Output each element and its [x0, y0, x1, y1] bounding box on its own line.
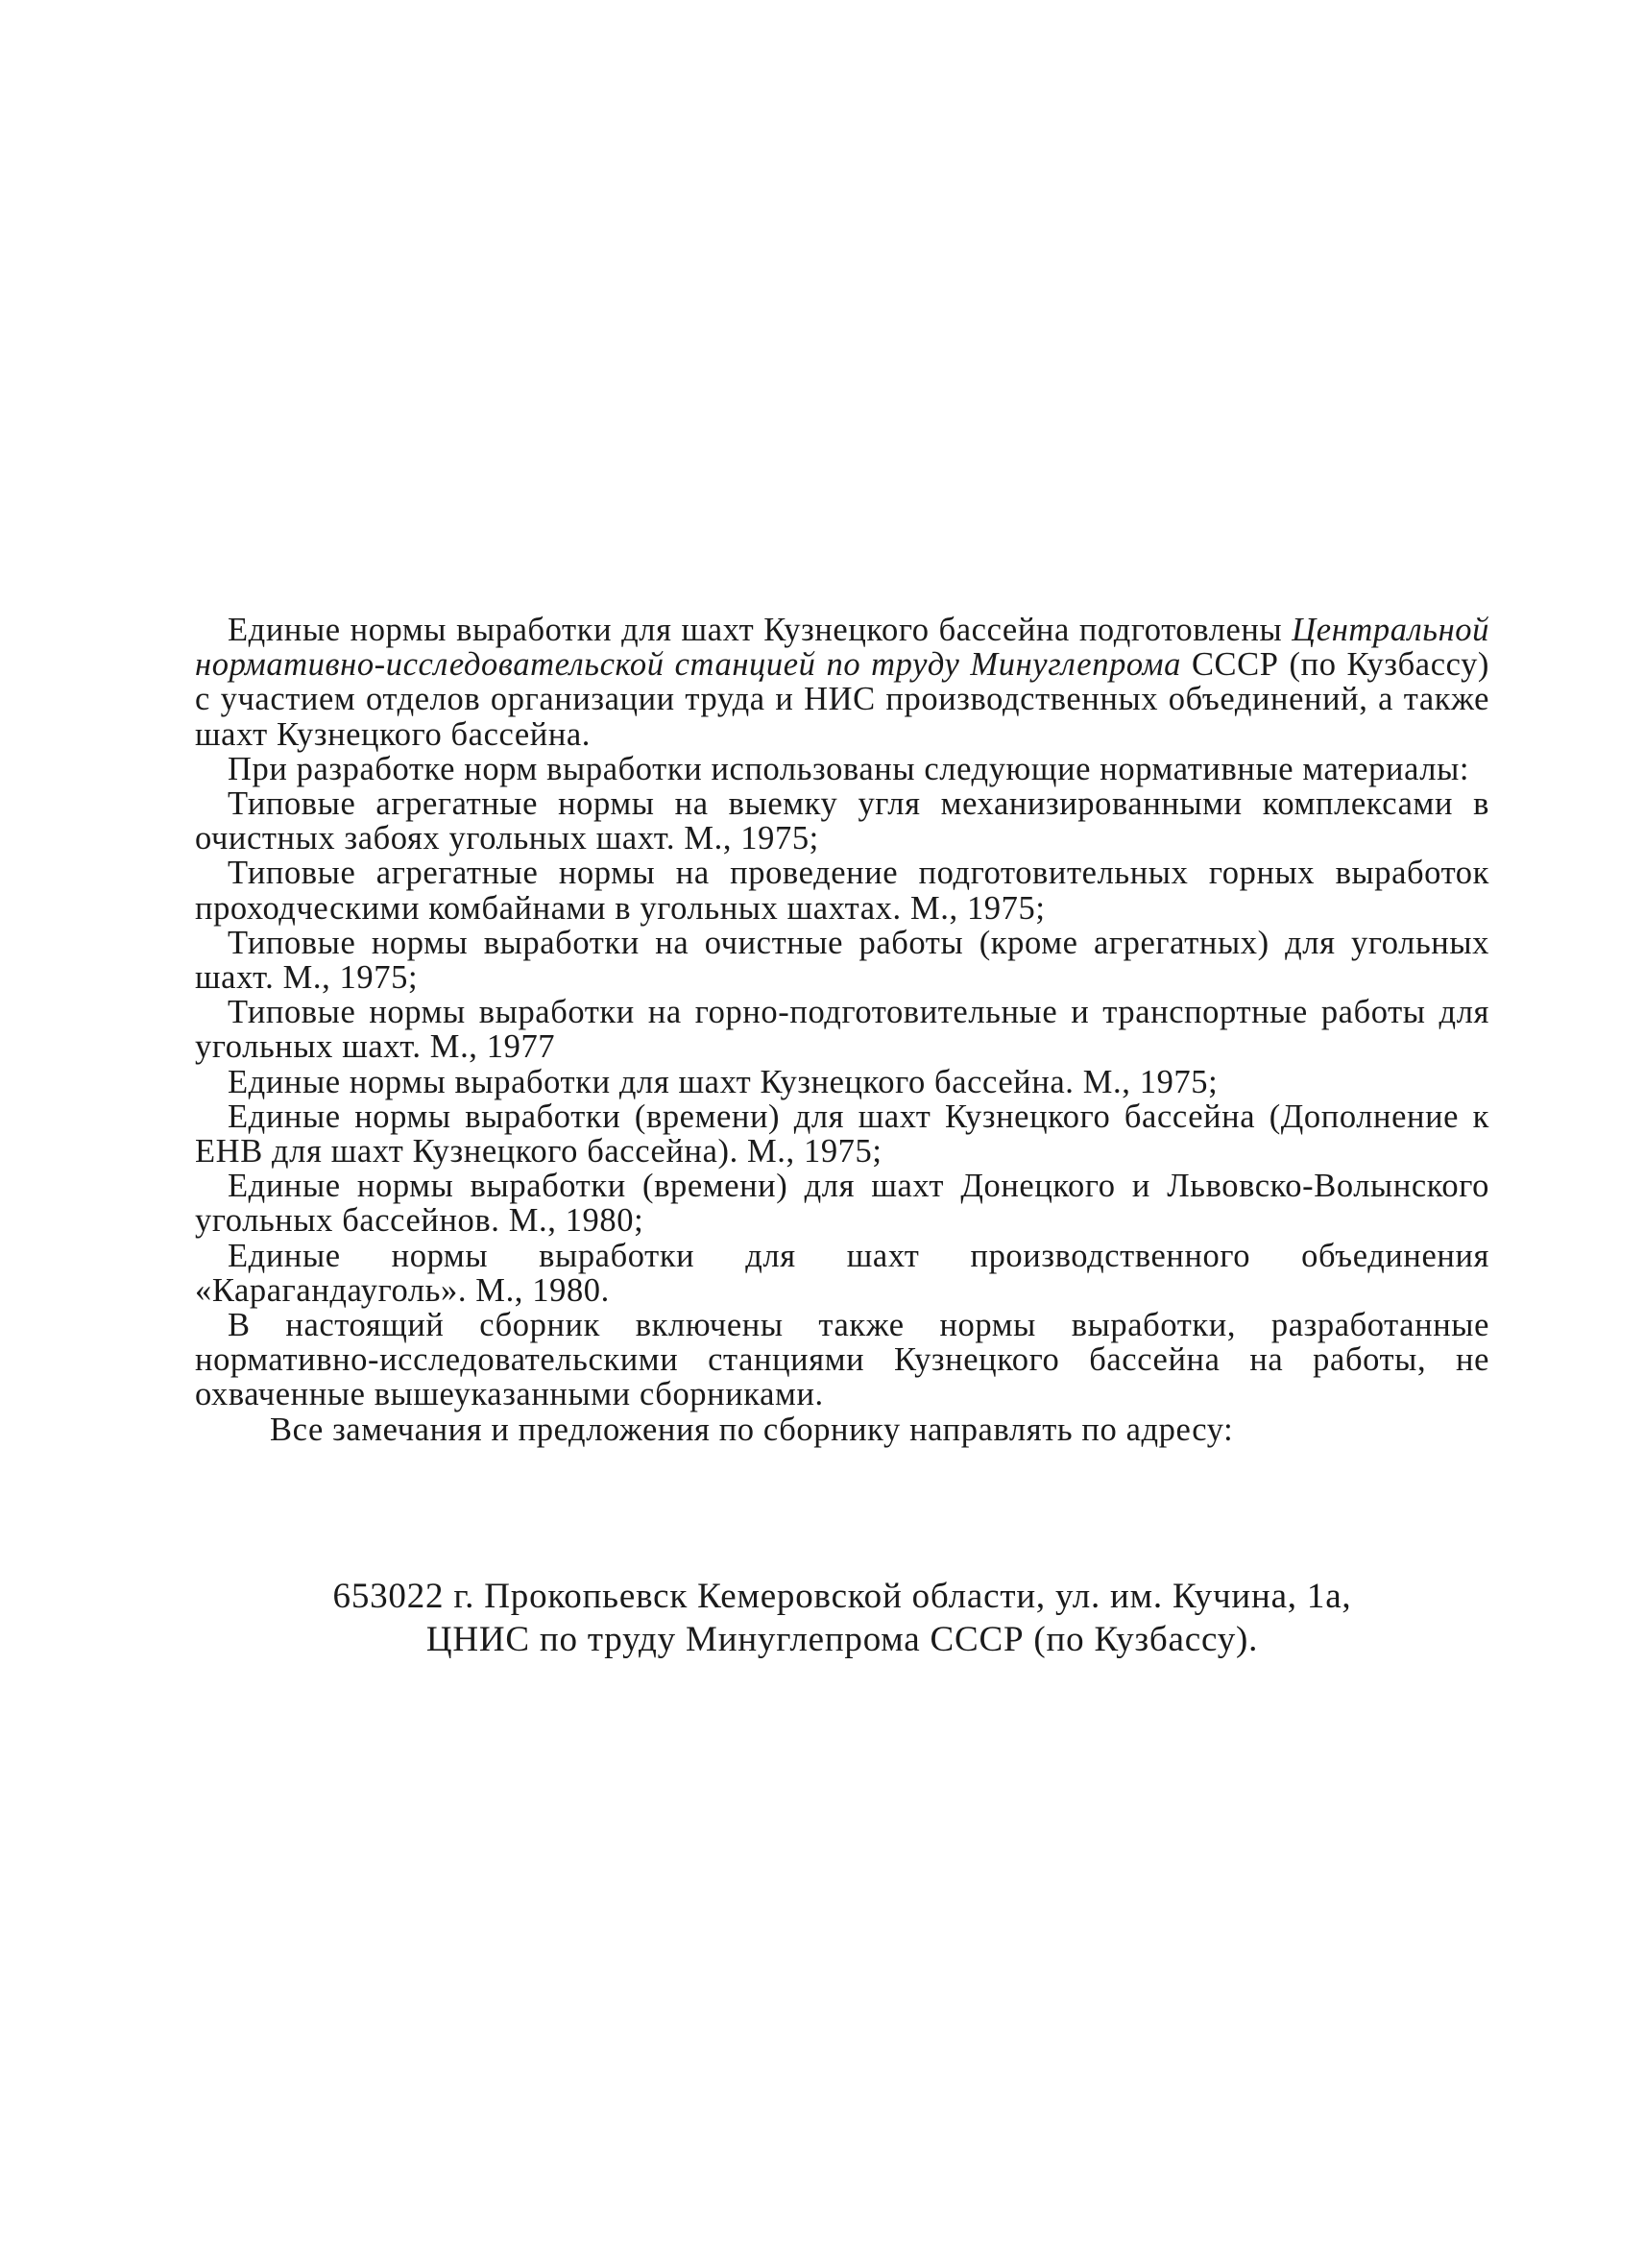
reference-item: Единые нормы выработки (времени) для шахт Донецкого и Львовско-Волынского угольных бассейнов. М., 1980;	[195, 1168, 1489, 1240]
closing-line: Все замечания и предложения по сборнику направлять по адресу:	[270, 1411, 1234, 1448]
materials-intro: При разработке норм выработки использованы следующие нормативные материалы:	[228, 750, 1470, 787]
address-line-1: 653022 г. Прокопьевск Кемеровской области, ул. им. Кучина, 1а,	[332, 1577, 1352, 1616]
intro-lead: Единые нормы выработки для шахт Кузнецкого бассейна подготовлены	[228, 612, 1283, 648]
address-line-2: ЦНИС по труду Минуглепрома СССР (по Кузбассу).	[425, 1620, 1259, 1659]
reference-item: Типовые агрегатные нормы на проведение подготовительных горных выработок проходческими комбайнами в угольных шахтах. М., 1975;	[195, 855, 1489, 927]
reference-item: Единые нормы выработки для шахт Кузнецкого бассейна. М., 1975;	[228, 1063, 1219, 1100]
address-block	[195, 1575, 1489, 1661]
reference-item: Единые нормы выработки (времени) для шахт Кузнецкого бассейна (Дополнение к ЕНВ для шахт Кузнецкого бассейна). М., 1975;	[195, 1098, 1489, 1170]
additional-paragraph: В настоящий сборник включены также нормы выработки, разработанные нормативно-исследовательскими станциями Кузнецкого бассейна на работы, не охваченные вышеуказанными сборниками.	[195, 1307, 1489, 1413]
intro-italic: Центральной нормативно-исследовательской станцией по труду Минуглепрома	[195, 612, 1489, 684]
reference-item: Единые нормы выработки для шахт производственного объединения «Карагандауголь». М., 1980.	[195, 1237, 1489, 1309]
reference-item: Типовые нормы выработки на горно-подготовительные и транспортные работы для угольных шахт. М., 1977	[195, 994, 1489, 1066]
reference-item: Типовые нормы выработки на очистные работы (кроме агрегатных) для угольных шахт. М., 1975;	[195, 924, 1489, 997]
reference-item: Типовые агрегатные нормы на выемку угля механизированными комплексами в очистных забоях угольных шахт. М., 1975;	[195, 785, 1489, 857]
intro-paragraph	[195, 613, 1489, 752]
body-text	[195, 613, 1489, 1447]
intro-rest: СССР (по Кузбассу) с участием отделов организации труда и НИС производственных объединений, а также шахт Кузнецкого бассейна.	[195, 646, 1490, 753]
